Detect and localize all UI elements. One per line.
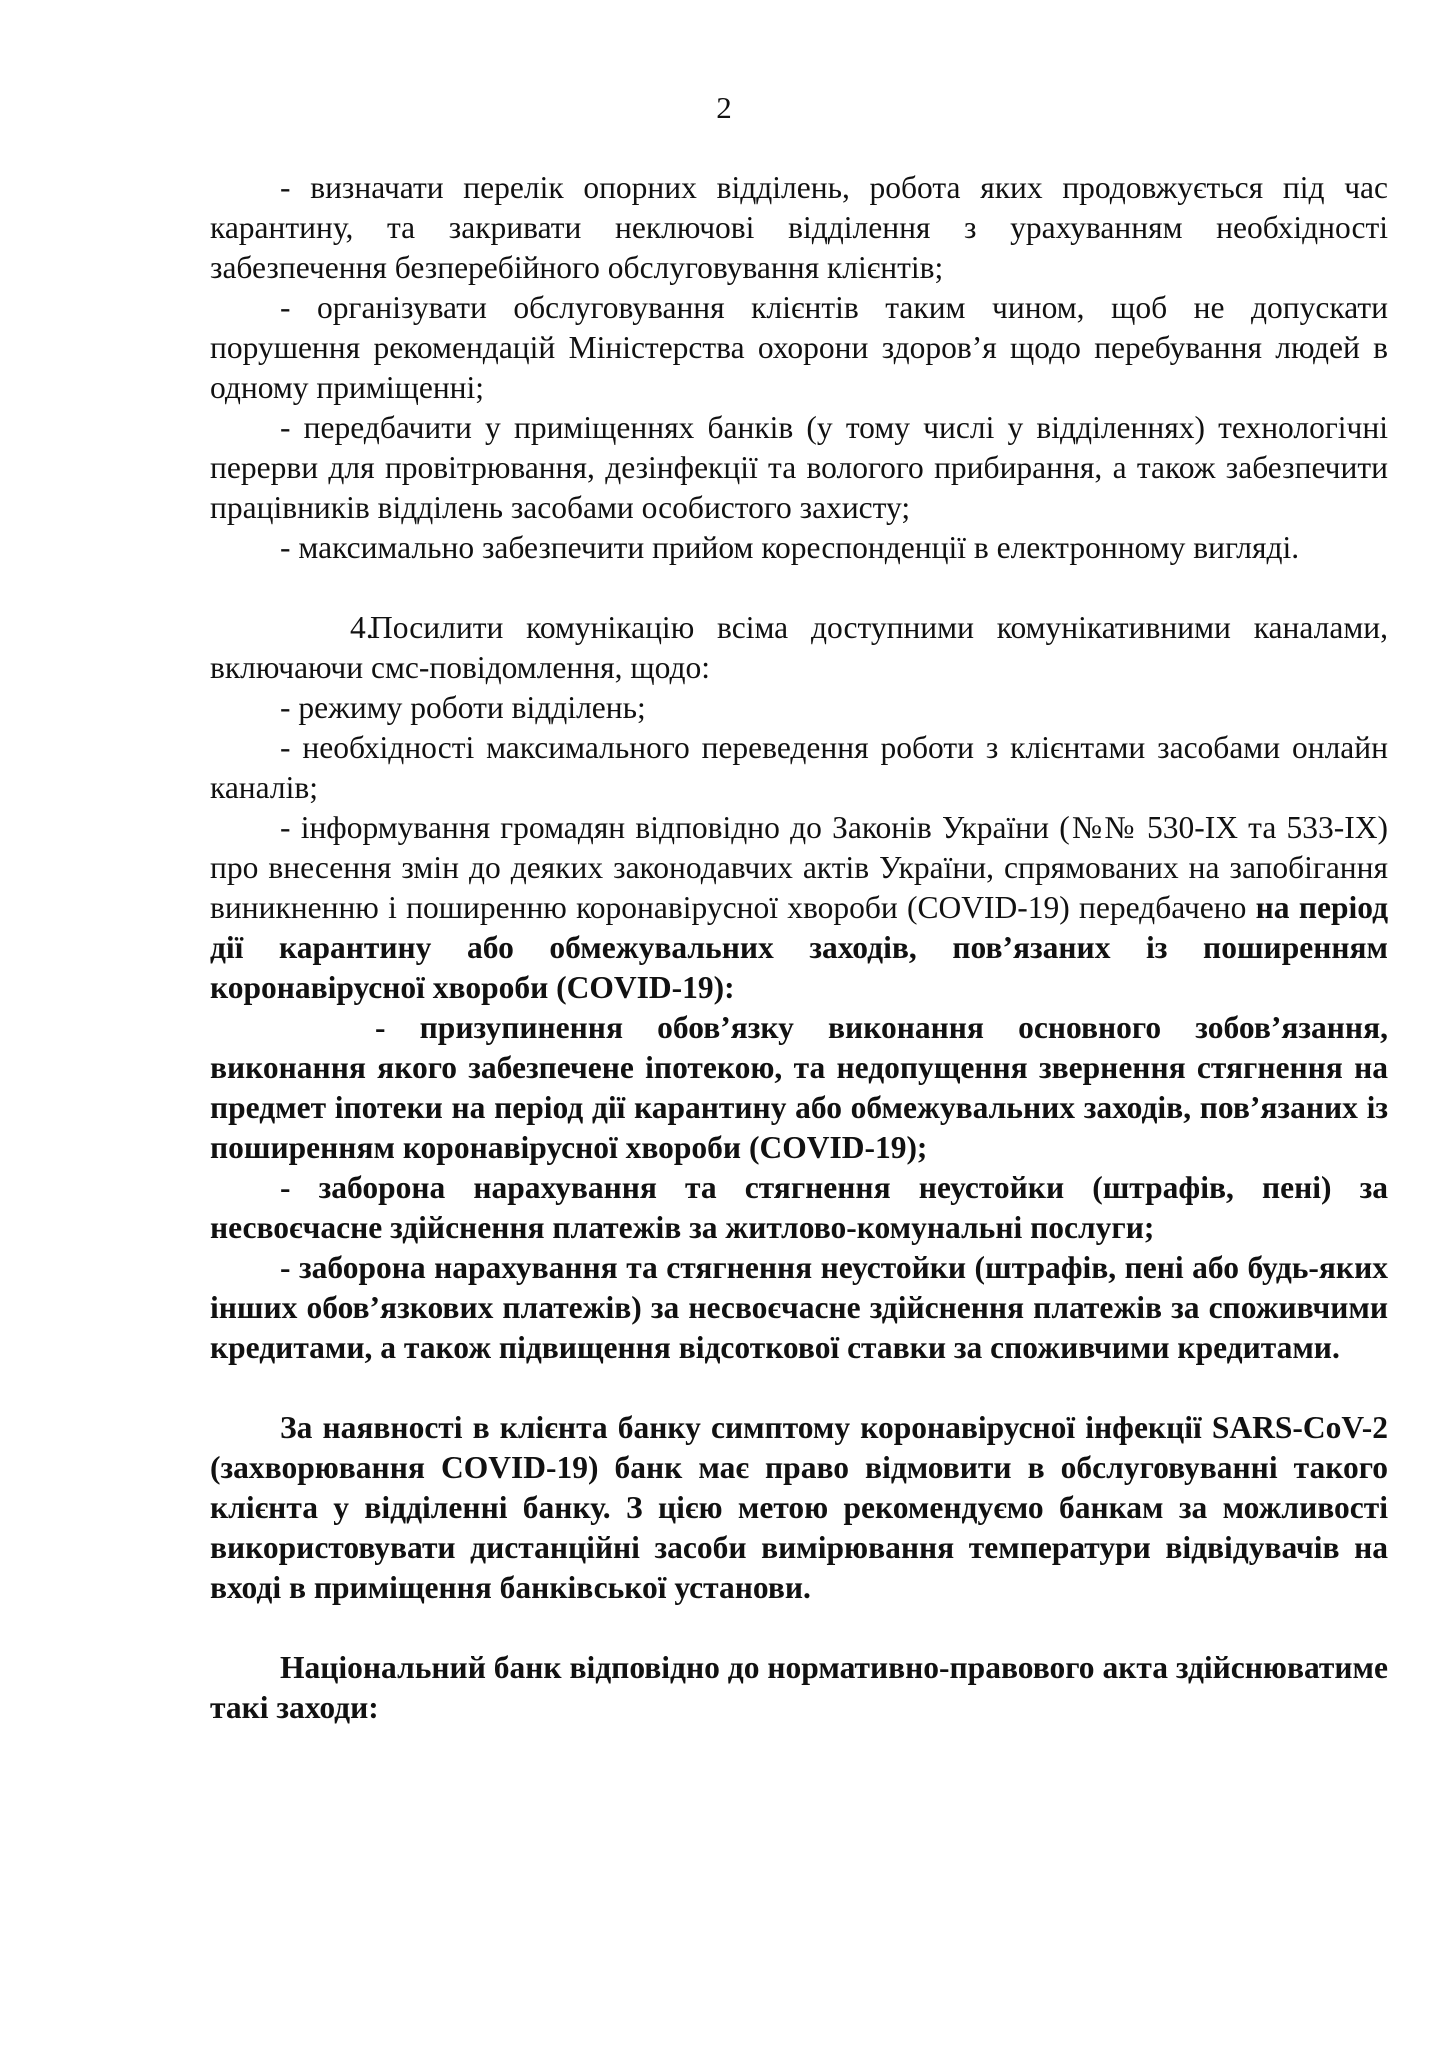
citizen-information-lead: - інформування громадян відповідно до Законів України (№№ 530-IX та 533-IX) про внесення змін до деяких законодавчих актів України, спрямованих на запобігання виникненню і поширенню коронавірусної хвороби (COVID-19) передбачено xyxy=(210,810,1388,925)
nbu-measures-paragraph: Національний банк відповідно до нормативно-правового акта здійснюватиме такі заходи: xyxy=(210,1650,1388,1725)
bullet-branch-schedule: - режиму роботи відділень; xyxy=(280,690,646,725)
item-4-text: Посилити комунікацію всіма доступними комунікативними каналами, включаючи смс-повідомлення, щодо: xyxy=(210,610,1388,685)
paragraph-spacer xyxy=(210,1368,1388,1408)
paragraph-spacer xyxy=(210,1608,1388,1648)
bullet-technical-breaks: - передбачити у приміщеннях банків (у тому числі у відділеннях) технологічні перерви для провітрювання, дезінфекції та вологого прибирання, а також забезпечити працівників відділень засобами особистого захисту; xyxy=(210,410,1388,525)
document-body xyxy=(210,168,1388,1728)
bullet-online-channels: - необхідності максимального переведення роботи з клієнтами засобами онлайн каналів; xyxy=(210,730,1388,805)
bullet-citizen-information xyxy=(210,808,1388,1008)
page-number: 2 xyxy=(716,90,732,125)
item-4-paragraph xyxy=(210,608,1388,688)
bullet-consumer-credit-penalty-ban: - заборона нарахування та стягнення неустойки (штрафів, пені або будь-яких інших обов’язкових платежів) за несвоєчасне здійснення платежів за споживчими кредитами, а також підвищення відсоткової ставки за споживчими кредитами. xyxy=(210,1250,1388,1365)
symptom-paragraph: За наявності в клієнта банку симптому коронавірусної інфекції SARS-CoV-2 (захворювання COVID-19) банк має право відмовити в обслуговуванні такого клієнта у відділенні банку. З цією метою рекомендуємо банкам за можливості використовувати дистанційні засоби вимірювання температури відвідувачів на вході в приміщення банківської установи. xyxy=(210,1410,1388,1605)
citizen-information-bold: на період дії карантину або обмежувальних заходів, пов’язаних із поширенням коронавірусної хвороби (COVID-19): xyxy=(210,890,1389,1005)
bullet-electronic-correspondence: - максимально забезпечити прийом кореспонденції в електронному вигляді. xyxy=(280,530,1300,565)
paragraph-spacer xyxy=(210,568,1388,608)
item-4-number: 4. xyxy=(350,610,374,645)
bullet-client-service: - організувати обслуговування клієнтів таким чином, щоб не допускати порушення рекомендацій Міністерства охорони здоров’я щодо перебування людей в одному приміщенні; xyxy=(210,290,1388,405)
bullet-mortgage-suspension: - призупинення обов’язку виконання основного зобов’язання, виконання якого забезпечене іпотекою, та недопущення звернення стягнення на предмет іпотеки на період дії карантину або обмежувальних заходів, пов’язаних із поширенням коронавірусної хвороби (COVID-19); xyxy=(210,1010,1388,1165)
bullet-utility-penalty-ban: - заборона нарахування та стягнення неустойки (штрафів, пені) за несвоєчасне здійснення платежів за житлово-комунальні послуги; xyxy=(210,1170,1388,1245)
bullet-reference-branches: - визначати перелік опорних відділень, робота яких продовжується під час карантину, та закривати неключові відділення з урахуванням необхідності забезпечення безперебійного обслуговування клієнтів; xyxy=(210,170,1388,285)
